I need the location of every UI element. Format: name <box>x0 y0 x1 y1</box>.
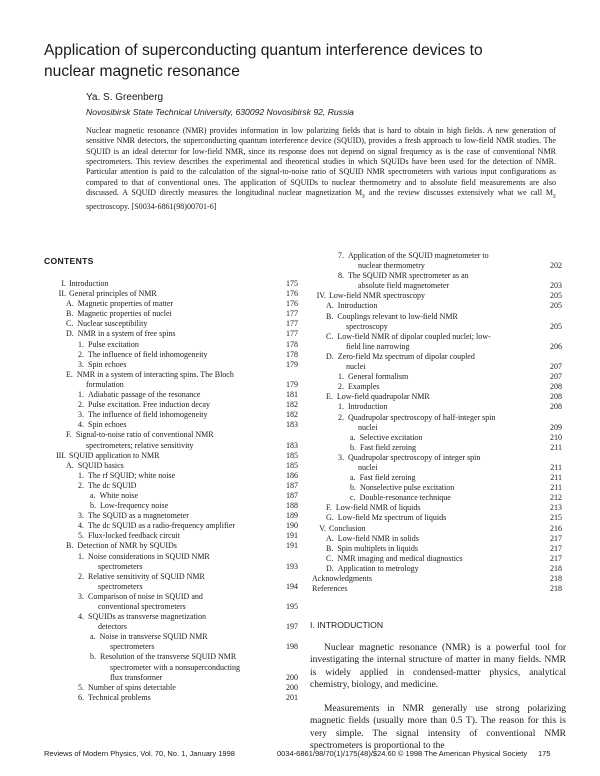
toc-title: Low-field NMR of liquids <box>335 503 421 513</box>
toc-marker: I. <box>61 279 66 288</box>
toc-entry <box>312 443 562 453</box>
toc-marker: a. <box>90 632 96 642</box>
toc-entry <box>52 299 298 309</box>
toc-page-number: 217 <box>550 543 562 553</box>
toc-marker: A. <box>66 299 74 309</box>
toc-title: spectrometers; relative sensitivity <box>86 440 194 450</box>
toc-marker: b. <box>90 501 96 511</box>
toc-page-number: 205 <box>550 291 562 301</box>
toc-title: SQUIDs as transverse magnetization <box>88 612 206 622</box>
toc-marker: C. <box>326 553 334 563</box>
toc-marker: 8. <box>338 271 344 281</box>
toc-page-number: 218 <box>550 584 562 594</box>
toc-marker: 4. <box>78 612 84 622</box>
toc-marker: 2. <box>78 571 84 581</box>
toc-title: The rf SQUID; white noise <box>88 470 176 480</box>
toc-entry <box>312 281 562 291</box>
toc-title: Noise in transverse SQUID NMR <box>99 632 208 642</box>
footer-journal: Reviews of Modern Physics, Vol. 70, No. 1, January 1998 <box>44 749 235 758</box>
toc-marker: b. <box>90 652 96 662</box>
toc-entry <box>52 329 298 339</box>
toc-entry <box>52 279 298 289</box>
intro-paragraph-1: Nuclear magnetic resonance (NMR) is a powerful tool for investigating the internal structure of matter in many fields. NMR is widely applied in condensed-matter physics, analytical chemistry, biology, and medicine. <box>310 643 566 690</box>
toc-title: Detection of NMR by SQUIDs <box>77 541 177 551</box>
toc-title: Fast field zeroing <box>359 473 416 483</box>
toc-page-number: 211 <box>550 442 562 452</box>
toc-marker: B. <box>326 311 334 321</box>
abstract <box>86 126 556 212</box>
toc-page-number: 195 <box>286 602 298 611</box>
toc-entry <box>52 562 298 572</box>
toc-marker: 2. <box>338 412 344 422</box>
toc-page-number: 216 <box>550 523 562 533</box>
toc-title: Low-field NMR of dipolar coupled nuclei; low- <box>337 331 491 341</box>
toc-entry <box>312 362 562 372</box>
toc-title: Double-resonance technique <box>359 493 451 503</box>
toc-entry <box>312 584 562 594</box>
toc-title: White noise <box>99 490 138 500</box>
toc-title: absolute field magnetometer <box>358 281 450 291</box>
toc-entry <box>312 392 562 402</box>
toc-marker: D. <box>326 563 334 573</box>
toc-marker: C. <box>326 331 334 341</box>
toc-entry <box>52 340 298 350</box>
toc-entry <box>52 390 298 400</box>
toc-entry <box>52 441 298 451</box>
toc-marker: 3. <box>78 511 84 521</box>
toc-title: Pulse excitation <box>88 339 139 349</box>
toc-entry <box>312 574 562 584</box>
toc-entry <box>312 251 562 261</box>
toc-title: Selective excitation <box>359 432 423 442</box>
toc-title: Examples <box>348 382 380 392</box>
toc-page-number: 188 <box>286 501 298 511</box>
toc-marker: E. <box>66 369 73 379</box>
toc-title: Low-field NMR spectroscopy <box>329 291 425 301</box>
toc-title: Low-field Mz spectrum of liquids <box>337 513 447 523</box>
toc-marker: B. <box>326 543 334 553</box>
toc-page-number: 189 <box>286 511 298 521</box>
footer-copyright: 0034-6861/98/70(1)/175(48)/$24.60 © 1998 The American Physical Society <box>277 749 528 758</box>
toc-page-number: 205 <box>550 321 562 331</box>
toc-page-number: 197 <box>286 622 298 632</box>
toc-title: nuclei <box>346 362 366 372</box>
author-name: Ya. S. Greenberg <box>86 92 164 103</box>
toc-marker: 1. <box>78 390 84 400</box>
toc-entry <box>52 572 298 582</box>
toc-entry <box>312 423 562 433</box>
toc-page-number: 213 <box>550 503 562 513</box>
toc-marker: III. <box>56 450 66 460</box>
toc-page-number: 217 <box>550 553 562 563</box>
contents-heading: CONTENTS <box>44 256 94 266</box>
toc-marker: II. <box>58 289 66 299</box>
toc-entry <box>52 400 298 410</box>
toc-marker: b. <box>350 442 356 452</box>
toc-title: Conclusion <box>329 523 366 533</box>
toc-entry <box>312 271 562 281</box>
author-affiliation: Novosibirsk State Technical University, 630092 Novosibirsk 92, Russia <box>86 107 354 117</box>
toc-marker: A. <box>326 533 334 543</box>
toc-title: nuclear thermometry <box>358 261 425 271</box>
toc-title: conventional spectrometers <box>98 602 186 611</box>
toc-entry <box>312 564 562 574</box>
abstract-subscript: z <box>362 192 366 200</box>
toc-entry <box>52 612 298 622</box>
toc-page-number: 177 <box>286 329 298 339</box>
toc-entry <box>52 541 298 551</box>
toc-marker: D. <box>66 329 74 339</box>
toc-marker: F. <box>326 503 332 513</box>
toc-entry <box>312 524 562 534</box>
toc-title: spectrometers <box>98 581 143 591</box>
toc-page-number: 182 <box>286 410 298 420</box>
abstract-text: Nuclear magnetic resonance (NMR) provides information in low polarizing fields that is hard to obtain in high fields. A new generation of sensitive NMR detectors, the superconducting quantum interference device (SQUID), provides a fresh approach to low-field NMR studies. The SQUID is an ideal detector for low-field NMR, since its response does not depend on signal frequency as is the case of conventional NMR spectrometers. This review describes the experimental and theoretical studies in which SQUIDs have been used for the detection of NMR. Particular attention is paid to the calculation of the signal-to-noise ratio of SQUID NMR spectrometers with various input configurations as compared to that of conventional ones. The application of SQUIDs to nuclear thermometry and to absolute field measurements are also discussed. A SQUID directly measures the longitudinal nuclear magnetization M <box>86 126 556 198</box>
toc-page-number: 200 <box>286 682 298 692</box>
toc-entry <box>312 513 562 523</box>
toc-page-number: 191 <box>286 541 298 551</box>
toc-page-number: 181 <box>286 390 298 400</box>
toc-title: Fast field zeroing <box>360 442 416 452</box>
toc-page-number: 190 <box>286 521 298 531</box>
toc-page-number: 207 <box>550 372 562 382</box>
toc-page-number: 207 <box>550 362 562 372</box>
toc-entry <box>312 332 562 342</box>
toc-title: Low-field quadrupolar NMR <box>336 392 430 402</box>
toc-marker: C. <box>66 319 74 329</box>
toc-marker: 6. <box>78 692 84 702</box>
toc-title: NMR in a system of free spins <box>77 329 176 339</box>
toc-entry <box>52 652 298 662</box>
toc-page-number: 175 <box>286 279 298 288</box>
toc-entry <box>52 501 298 511</box>
toc-title: Pulse excitation. Free induction decay <box>88 400 210 410</box>
toc-page-number: 210 <box>550 432 562 442</box>
toc-title: The dc SQUID as a radio-frequency amplifier <box>88 521 236 531</box>
toc-title: Quadrupolar spectroscopy of half-integer spin <box>348 412 496 422</box>
toc-column-right <box>312 251 562 594</box>
toc-page-number: 218 <box>550 574 562 583</box>
toc-title: SQUID basics <box>77 460 124 470</box>
toc-title: Introduction <box>348 402 388 412</box>
toc-title: Quadrupolar spectroscopy of integer spin <box>348 452 481 462</box>
toc-page-number: 203 <box>550 281 562 291</box>
toc-title: Low-frequency noise <box>100 501 169 511</box>
toc-marker: A. <box>66 460 74 470</box>
toc-entry <box>52 521 298 531</box>
toc-marker: 1. <box>78 339 84 349</box>
toc-entry <box>312 402 562 412</box>
toc-column-left <box>52 279 298 703</box>
toc-page-number: 215 <box>550 513 562 523</box>
toc-page-number: 208 <box>550 392 562 402</box>
toc-entry <box>312 453 562 463</box>
toc-title: Spin echoes <box>88 420 127 430</box>
toc-entry <box>52 319 298 329</box>
toc-page-number: 211 <box>550 473 562 483</box>
toc-page-number: 193 <box>286 561 298 571</box>
toc-entry <box>312 473 562 483</box>
toc-page-number: 206 <box>550 341 562 351</box>
title-line-2: nuclear magnetic resonance <box>44 63 240 80</box>
toc-page-number: 217 <box>550 533 562 543</box>
toc-entry <box>52 309 298 319</box>
toc-entry <box>52 683 298 693</box>
toc-entry <box>312 503 562 513</box>
toc-title: Zero-field Mz spectrum of dipolar coupled <box>337 351 475 361</box>
toc-title: formulation <box>86 379 124 389</box>
toc-entry <box>312 312 562 322</box>
toc-entry <box>312 382 562 392</box>
toc-entry <box>52 370 298 380</box>
toc-marker: 7. <box>338 251 344 260</box>
toc-title: The influence of field inhomogeneity <box>88 410 208 420</box>
toc-title: The SQUID as a magnetometer <box>88 511 189 521</box>
toc-marker: 2. <box>338 382 344 392</box>
toc-marker: 2. <box>78 400 84 410</box>
toc-page-number: 209 <box>550 422 562 432</box>
toc-title: field line narrowing <box>346 341 410 351</box>
toc-entry <box>52 511 298 521</box>
toc-marker: V. <box>319 523 326 533</box>
abstract-text-end: spectroscopy. [S0034-6861(98)00701-6] <box>86 202 217 212</box>
toc-entry <box>52 350 298 360</box>
toc-title: SQUID application to NMR <box>69 450 160 460</box>
toc-page-number: 177 <box>286 309 298 319</box>
toc-entry <box>312 342 562 352</box>
toc-page-number: 202 <box>550 261 562 271</box>
toc-marker: 1. <box>78 470 84 480</box>
toc-page-number: 191 <box>286 531 298 541</box>
toc-title: Adiabatic passage of the resonance <box>88 390 201 400</box>
toc-title: NMR in a system of interacting spins. The Bloch <box>76 369 234 379</box>
toc-marker: a. <box>350 432 356 442</box>
toc-page-number: 179 <box>286 379 298 389</box>
toc-page-number: 179 <box>286 359 298 369</box>
toc-marker: 1. <box>78 551 84 561</box>
toc-entry <box>52 642 298 652</box>
toc-marker: 5. <box>78 531 84 541</box>
toc-title: The influence of field inhomogeneity <box>88 349 208 359</box>
toc-page-number: 194 <box>286 581 298 591</box>
toc-title: spectrometers <box>110 642 155 652</box>
toc-marker: a. <box>350 473 356 483</box>
toc-title: NMR imaging and medical diagnostics <box>337 553 463 563</box>
toc-page-number: 201 <box>286 692 298 702</box>
toc-page-number: 183 <box>286 440 298 450</box>
toc-page-number: 178 <box>286 339 298 349</box>
toc-title: Application to metrology <box>337 563 419 573</box>
toc-marker: B. <box>66 541 74 551</box>
toc-entry <box>312 463 562 473</box>
toc-entry <box>52 632 298 642</box>
toc-page-number: 182 <box>286 400 298 410</box>
toc-entry <box>52 461 298 471</box>
toc-title: Magnetic properties of nuclei <box>77 309 172 319</box>
toc-marker: F. <box>66 430 72 440</box>
toc-page-number: 178 <box>286 349 298 359</box>
toc-page-number: 187 <box>286 480 298 490</box>
toc-entry <box>312 483 562 493</box>
toc-title: Noise considerations in SQUID NMR <box>88 551 210 561</box>
toc-entry <box>52 592 298 602</box>
toc-title: General principles of NMR <box>69 289 157 299</box>
toc-title: nuclei <box>358 422 378 432</box>
toc-page-number: 187 <box>286 490 298 500</box>
toc-title: References <box>312 584 348 594</box>
toc-marker: 4. <box>78 521 84 531</box>
toc-entry <box>52 663 298 673</box>
toc-marker: D. <box>326 351 334 361</box>
toc-title: Nuclear susceptibility <box>77 319 148 329</box>
section-heading-introduction: I. INTRODUCTION <box>310 620 384 630</box>
toc-marker: 3. <box>78 410 84 420</box>
toc-entry <box>312 291 562 301</box>
toc-entry <box>52 420 298 430</box>
toc-title: General formalism <box>348 372 409 382</box>
toc-entry <box>52 430 298 440</box>
toc-marker: 3. <box>78 359 84 369</box>
toc-entry <box>52 380 298 390</box>
toc-marker: 1. <box>338 402 344 412</box>
toc-marker: 1. <box>338 372 344 382</box>
toc-title: Relative sensitivity of SQUID NMR <box>88 571 205 581</box>
toc-entry <box>312 301 562 311</box>
toc-page-number: 208 <box>550 402 562 412</box>
toc-page-number: 185 <box>286 460 298 470</box>
toc-title: Magnetic properties of matter <box>77 299 174 309</box>
toc-title: spectrometer with a nonsuperconducting <box>110 662 240 672</box>
toc-title: Technical problems <box>88 692 151 702</box>
toc-title: Application of the SQUID magnetometer to <box>348 251 489 260</box>
toc-title: Spin multiplets in liquids <box>337 543 419 553</box>
toc-marker: E. <box>326 392 333 402</box>
abstract-text-mid: and the review discusses extensively what we call M <box>365 188 554 198</box>
intro-paragraph-2: Measurements in NMR generally use strong polarizing magnetic fields (usually more than 0.5 T). The reason for this is very simple. The signal intensity of conventional NMR spectrometers is proportional to the <box>310 704 566 751</box>
toc-entry <box>52 481 298 491</box>
toc-entry <box>312 493 562 503</box>
toc-entry <box>52 491 298 501</box>
toc-entry <box>312 413 562 423</box>
toc-marker: c. <box>350 493 356 503</box>
toc-entry <box>52 673 298 683</box>
toc-title: Number of spins detectable <box>88 682 176 692</box>
toc-title: Resolution of the transverse SQUID NMR <box>100 652 237 662</box>
toc-entry <box>312 554 562 564</box>
toc-entry <box>52 410 298 420</box>
toc-entry <box>52 360 298 370</box>
toc-title: Introduction <box>69 279 109 288</box>
toc-entry <box>52 602 298 612</box>
toc-title: spectrometers <box>98 561 143 571</box>
toc-page-number: 177 <box>286 319 298 329</box>
toc-title: Comparison of noise in SQUID and <box>88 591 203 601</box>
toc-page-number: 208 <box>550 382 562 392</box>
toc-page-number: 218 <box>550 563 562 573</box>
toc-marker: b. <box>350 483 356 493</box>
toc-page-number: 176 <box>286 289 298 299</box>
title-line-1: Application of superconducting quantum interference devices to <box>44 42 483 59</box>
toc-entry <box>52 582 298 592</box>
toc-entry <box>312 352 562 362</box>
toc-marker: 2. <box>78 349 84 359</box>
toc-title: Acknowledgments <box>312 574 372 583</box>
toc-entry <box>312 534 562 544</box>
toc-title: The dc SQUID <box>88 480 137 490</box>
toc-page-number: 211 <box>550 483 562 493</box>
toc-title: Introduction <box>337 301 378 311</box>
toc-marker: IV. <box>316 291 326 301</box>
toc-entry <box>52 622 298 632</box>
toc-entry <box>312 261 562 271</box>
toc-title: The SQUID NMR spectrometer as an <box>348 271 469 281</box>
toc-marker: 2. <box>78 480 84 490</box>
toc-title: flux transformer <box>110 672 163 682</box>
article-title <box>44 40 564 82</box>
toc-entry <box>52 531 298 541</box>
toc-title: Couplings relevant to low-field NMR <box>337 311 458 321</box>
toc-marker: A. <box>326 301 334 311</box>
toc-marker: 3. <box>78 591 84 601</box>
abstract-subscript: z <box>553 192 556 200</box>
toc-entry <box>312 322 562 332</box>
toc-page-number: 183 <box>286 420 298 430</box>
toc-page-number: 185 <box>286 450 298 460</box>
toc-marker: 5. <box>78 682 84 692</box>
toc-page-number: 198 <box>286 642 298 652</box>
toc-page-number: 200 <box>286 672 298 682</box>
toc-marker: a. <box>90 490 96 500</box>
toc-entry <box>312 433 562 443</box>
toc-title: spectroscopy <box>346 321 388 331</box>
toc-title: detectors <box>98 622 127 632</box>
toc-entry <box>52 693 298 703</box>
toc-title: nuclei <box>358 462 378 472</box>
toc-title: Low-field NMR in solids <box>337 533 419 543</box>
toc-entry <box>52 289 298 299</box>
toc-entry <box>52 451 298 461</box>
toc-page-number: 186 <box>286 470 298 480</box>
toc-entry <box>312 544 562 554</box>
toc-title: Spin echoes <box>88 359 127 369</box>
toc-page-number: 211 <box>550 462 562 472</box>
toc-marker: B. <box>66 309 74 319</box>
toc-marker: G. <box>326 513 334 523</box>
toc-page-number: 212 <box>550 493 562 503</box>
toc-page-number: 176 <box>286 299 298 309</box>
toc-title: Flux-locked feedback circuit <box>88 531 180 541</box>
toc-marker: 4. <box>78 420 84 430</box>
toc-title: Signal-to-noise ratio of conventional NMR <box>75 430 214 440</box>
toc-entry <box>52 471 298 481</box>
toc-title: Nonselective pulse excitation <box>360 483 455 493</box>
toc-marker: 3. <box>338 452 344 462</box>
toc-entry <box>312 372 562 382</box>
toc-page-number: 205 <box>550 301 562 311</box>
page-number: 175 <box>538 749 551 758</box>
toc-entry <box>52 552 298 562</box>
